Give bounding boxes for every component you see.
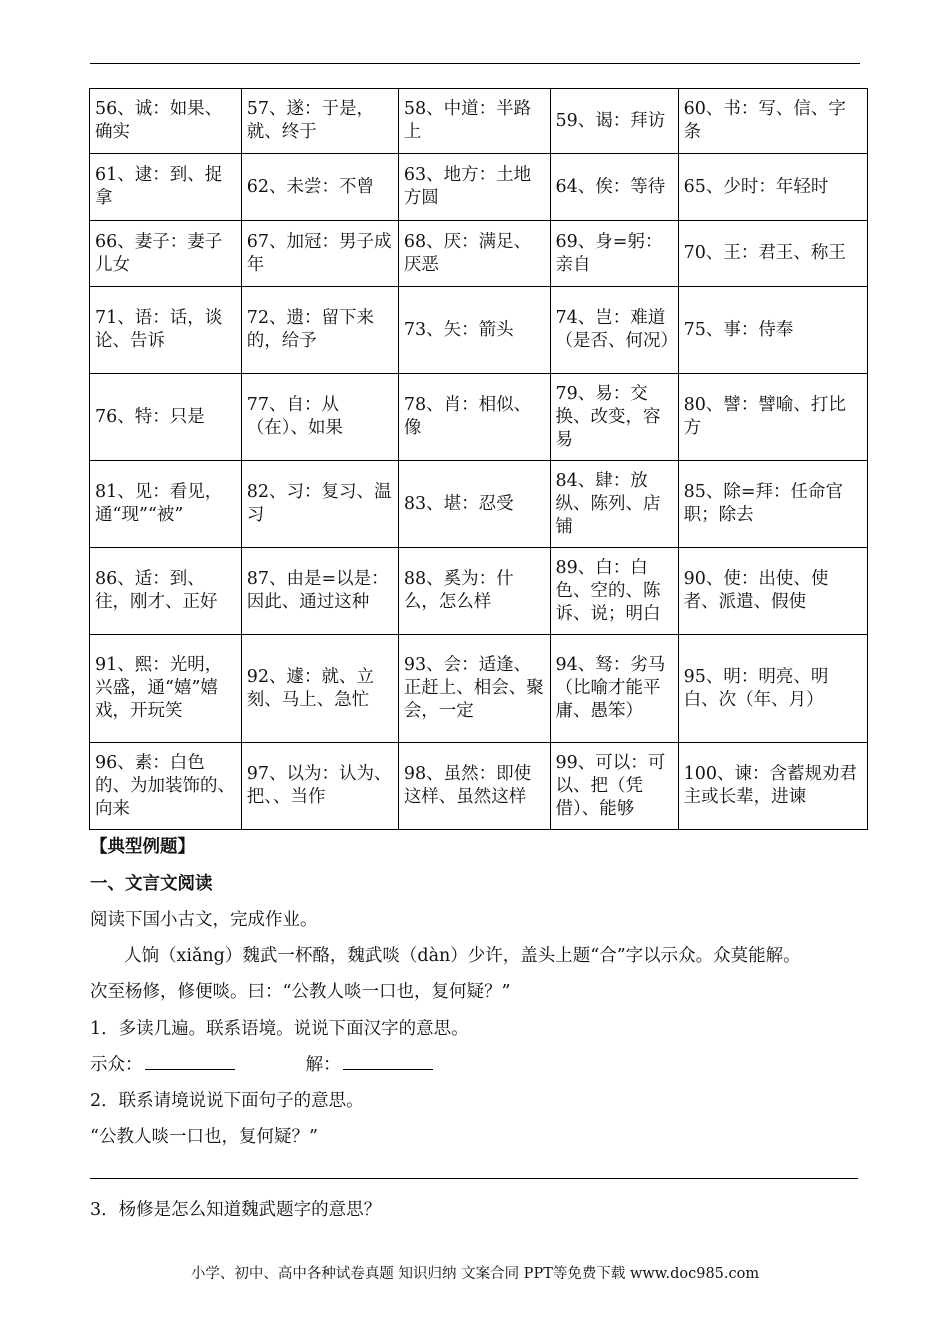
answer-blank[interactable] (343, 1051, 433, 1070)
question-1: 1．多读几遍。联系语境。说说下面汉字的意思。 (90, 1019, 469, 1039)
table-cell: 66、妻子：妻子儿女 (90, 221, 242, 287)
table-cell: 64、俟：等待 (550, 154, 678, 221)
term-label: 解： (305, 1055, 341, 1075)
table-cell: 84、肆：放纵、陈列、店铺 (550, 461, 678, 548)
question-2: 2．联系请境说说下面句子的意思。 (90, 1091, 364, 1111)
table-cell: 81、见：看见，通“现”“被” (90, 461, 242, 548)
table-cell: 56、诚：如果、确实 (90, 89, 242, 154)
examples-heading: 【典型例题】 (90, 837, 195, 857)
answer-line[interactable] (90, 1178, 858, 1179)
passage-line: 次至杨修，修便啖。曰：“公教人啖一口也，复何疑？” (90, 982, 511, 1002)
table-cell: 87、由是=以是：因此、通过这种 (241, 548, 398, 635)
term-label: 示众： (90, 1055, 143, 1075)
table-cell: 70、王：君王、称王 (678, 221, 867, 287)
header-rule (90, 63, 860, 64)
instruction-text: 阅读下国小古文，完成作业。 (90, 910, 318, 930)
table-cell: 65、少时：年轻时 (678, 154, 867, 221)
table-cell: 61、逮：到、捉拿 (90, 154, 242, 221)
table-cell: 62、未尝：不曾 (241, 154, 398, 221)
question-3: 3．杨修是怎么知道魏武题字的意思？ (90, 1200, 382, 1220)
table-cell: 97、以为：认为、把、、当作 (241, 743, 398, 830)
table-cell: 67、加冠：男子成年 (241, 221, 398, 287)
glossary-table-body (90, 89, 868, 830)
table-row (90, 743, 868, 830)
table-row (90, 221, 868, 287)
table-row (90, 287, 868, 374)
table-row (90, 374, 868, 461)
passage-line: 人饷（xiǎng）魏武一杯酪，魏武啖（dàn）少许，盖头上题“合”字以示众。众莫能解。 (124, 946, 801, 966)
table-cell: 100、谏：含蓄规劝君主或长辈，进谏 (678, 743, 867, 830)
table-cell: 68、厌：满足、厌恶 (398, 221, 550, 287)
table-cell: 57、遂：于是，就、终于 (241, 89, 398, 154)
table-cell: 99、可以：可以、把（凭借）、能够 (550, 743, 678, 830)
table-cell: 93、会：适逢、正赶上、相会、聚会，一定 (398, 635, 550, 743)
table-cell: 85、除=拜：任命官职；除去 (678, 461, 867, 548)
table-row (90, 461, 868, 548)
table-cell: 69、身=躬：亲自 (550, 221, 678, 287)
table-cell: 92、遽：就、立刻、马上、急忙 (241, 635, 398, 743)
page-footer: 小学、初中、高中各种试卷真题 知识归纳 文案合同 PPT等免费下载 www.doc985.com (190, 1266, 760, 1282)
table-row (90, 89, 868, 154)
table-cell: 86、适：到、往，刚才、正好 (90, 548, 242, 635)
table-cell: 58、中道：半路上 (398, 89, 550, 154)
table-cell: 80、譬：譬喻、打比方 (678, 374, 867, 461)
answer-blank[interactable] (145, 1051, 235, 1070)
table-row (90, 154, 868, 221)
table-cell: 78、肖：相似、像 (398, 374, 550, 461)
table-row (90, 635, 868, 743)
table-cell: 95、明：明亮、明白、次（年、月） (678, 635, 867, 743)
table-cell: 72、遗：留下来的，给予 (241, 287, 398, 374)
table-row (90, 548, 868, 635)
table-cell: 90、使：出使、使者、派遣、假使 (678, 548, 867, 635)
table-cell: 75、事：侍奉 (678, 287, 867, 374)
question-1-blanks (90, 1051, 860, 1076)
table-cell: 74、岂：难道（是否、何况） (550, 287, 678, 374)
table-cell: 83、堪：忍受 (398, 461, 550, 548)
table-cell: 89、白：白色、空的、陈诉、说；明白 (550, 548, 678, 635)
table-cell: 59、谒：拜访 (550, 89, 678, 154)
table-cell: 91、熙：光明，兴盛，通“嬉”嬉戏，开玩笑 (90, 635, 242, 743)
table-cell: 79、易：交换、改变，容易 (550, 374, 678, 461)
table-cell: 71、语：话，谈论、告诉 (90, 287, 242, 374)
table-cell: 76、特：只是 (90, 374, 242, 461)
table-cell: 63、地方：土地方圆 (398, 154, 550, 221)
table-cell: 96、素：白色的、为加装饰的、向来 (90, 743, 242, 830)
table-cell: 88、奚为：什么，怎么样 (398, 548, 550, 635)
table-cell: 73、矢：箭头 (398, 287, 550, 374)
table-cell: 82、习：复习、温习 (241, 461, 398, 548)
table-cell: 77、自：从（在）、如果 (241, 374, 398, 461)
glossary-table (89, 88, 868, 830)
table-cell: 98、虽然：即使这样、虽然这样 (398, 743, 550, 830)
table-cell: 94、驽：劣马（比喻才能平庸、愚笨） (550, 635, 678, 743)
table-cell: 60、书：写、信、字条 (678, 89, 867, 154)
question-2-quote: “公教人啖一口也，复何疑？” (90, 1127, 318, 1147)
section-heading: 一、文言文阅读 (90, 874, 213, 894)
